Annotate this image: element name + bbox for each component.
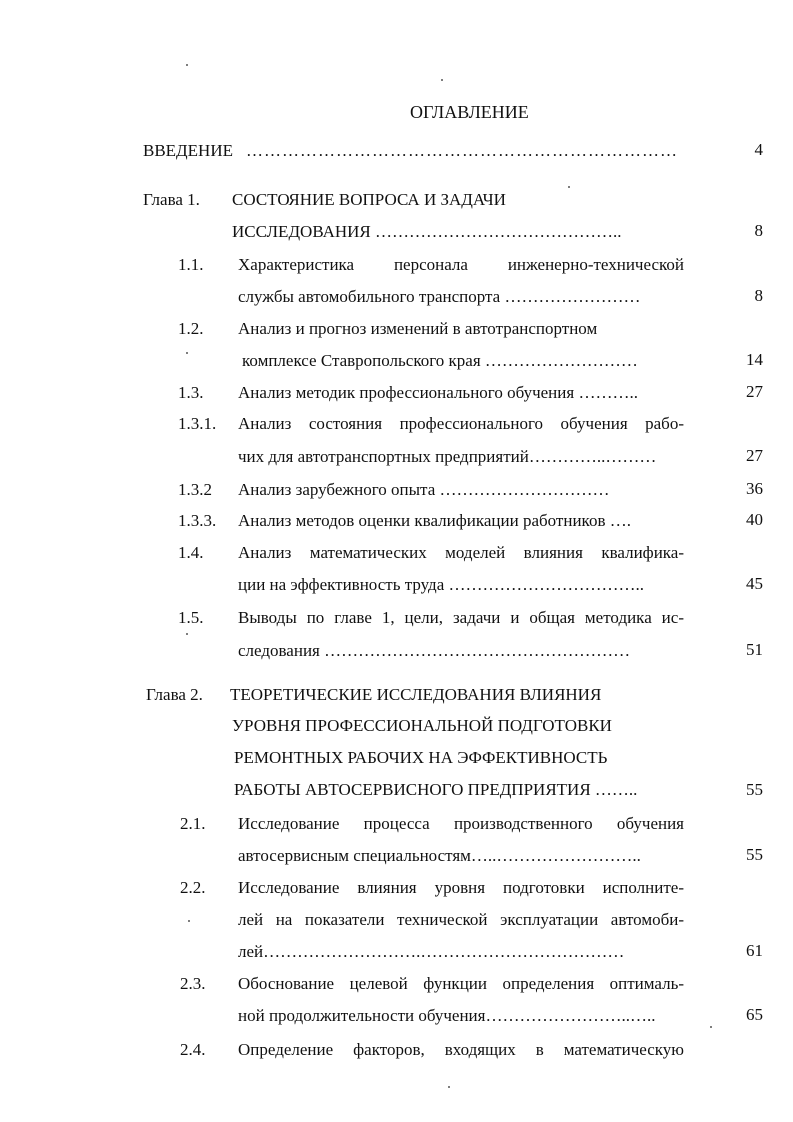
scan-speck — [188, 920, 190, 922]
section-1-3-1-title-line-1: Анализ состояния профессионального обучения рабо- — [238, 414, 684, 433]
section-2-1-number: 2.1. — [180, 814, 206, 833]
section-1-4-title-line-1: Анализ математических моделей влияния квалифика- — [238, 543, 684, 562]
section-1-2-title-line-2: комплексе Ставропольского края ……………………… — [242, 351, 638, 370]
intro-page: 4 — [754, 140, 763, 159]
section-1-2-number: 1.2. — [178, 319, 204, 338]
section-1-5-title-line-2: следования ……………………………………………… — [238, 641, 631, 660]
section-1-3-2-number: 1.3.2 — [178, 480, 212, 499]
section-1-1-number: 1.1. — [178, 255, 204, 274]
section-1-3-3-title-line-1: Анализ методов оценки квалификации работников …. — [238, 511, 631, 530]
section-1-3-1-number: 1.3.1. — [178, 414, 217, 433]
intro-leader-dots: ……………………………………………………………… — [246, 141, 678, 160]
section-1-3-3-number: 1.3.3. — [178, 511, 217, 530]
scan-speck — [710, 1026, 712, 1028]
toc-title: ОГЛАВЛЕНИЕ — [410, 102, 529, 122]
section-2-1-title-line-2: автосервисным специальностям…..…………………….. — [238, 846, 641, 865]
section-1-3-2-page: 36 — [746, 479, 763, 498]
section-1-3-title-line-1: Анализ методик профессионального обучения ……….. — [238, 383, 638, 402]
chapter-2-title-line-4: РАБОТЫ АВТОСЕРВИСНОГО ПРЕДПРИЯТИЯ …….. — [234, 780, 638, 799]
chapter-1-title-line-2: ИССЛЕДОВАНИЯ …………………………………….. — [232, 222, 622, 241]
section-1-5-number: 1.5. — [178, 608, 204, 627]
section-1-4-number: 1.4. — [178, 543, 204, 562]
section-1-2-page: 14 — [746, 350, 763, 369]
section-2-1-title-line-1: Исследование процесса производственного обучения — [238, 814, 684, 833]
section-2-3-number: 2.3. — [180, 974, 206, 993]
section-1-1-title-line-2: службы автомобильного транспорта …………………… — [238, 287, 641, 306]
section-2-3-title-line-1: Обоснование целевой функции определения оптималь- — [238, 974, 684, 993]
section-1-3-number: 1.3. — [178, 383, 204, 402]
section-1-3-page: 27 — [746, 382, 763, 401]
section-2-4-number: 2.4. — [180, 1040, 206, 1059]
section-2-2-title-line-2: лей на показатели технической эксплуатации автомоби- — [238, 910, 684, 929]
section-1-2-title-line-1: Анализ и прогноз изменений в автотранспортном — [238, 319, 598, 338]
chapter-2-page: 55 — [746, 780, 763, 799]
chapter-1-title-line-1: СОСТОЯНИЕ ВОПРОСА И ЗАДАЧИ — [232, 190, 506, 209]
chapter-1-page: 8 — [754, 221, 763, 240]
section-1-5-title-line-1: Выводы по главе 1, цели, задачи и общая методика ис- — [238, 608, 684, 627]
section-1-3-1-page: 27 — [746, 446, 763, 465]
scan-speck — [186, 352, 188, 354]
scan-speck — [186, 633, 188, 635]
section-1-4-title-line-2: ции на эффективность труда …………………………….. — [238, 575, 644, 594]
chapter-2-title-line-3: РЕМОНТНЫХ РАБОЧИХ НА ЭФФЕКТИВНОСТЬ — [234, 748, 608, 767]
section-1-4-page: 45 — [746, 574, 763, 593]
scan-speck — [448, 1086, 450, 1088]
section-1-1-title-line-1: Характеристика персонала инженерно-технической — [238, 255, 684, 274]
intro-label: ВВЕДЕНИЕ — [143, 141, 233, 160]
section-2-1-page: 55 — [746, 845, 763, 864]
scan-speck — [441, 79, 443, 81]
section-1-5-page: 51 — [746, 640, 763, 659]
section-1-3-2-title-line-1: Анализ зарубежного опыта ………………………… — [238, 480, 610, 499]
section-1-3-1-title-line-2: чих для автотранспортных предприятий…………..……… — [238, 447, 657, 466]
chapter-2-number: Глава 2. — [146, 685, 203, 704]
chapter-1-number: Глава 1. — [143, 190, 200, 209]
section-2-3-title-line-2: ной продолжительности обучения……………………..….. — [238, 1006, 656, 1025]
scan-speck — [186, 64, 188, 66]
section-1-3-3-page: 40 — [746, 510, 763, 529]
section-2-2-title-line-3: лей……………………….……………………………… — [238, 942, 625, 961]
section-2-2-title-line-1: Исследование влияния уровня подготовки исполните- — [238, 878, 684, 897]
section-2-4-title-line-1: Определение факторов, входящих в математическую — [238, 1040, 684, 1059]
chapter-2-title-line-1: ТЕОРЕТИЧЕСКИЕ ИССЛЕДОВАНИЯ ВЛИЯНИЯ — [230, 685, 602, 704]
section-2-2-number: 2.2. — [180, 878, 206, 897]
scan-speck — [568, 186, 570, 188]
chapter-2-title-line-2: УРОВНЯ ПРОФЕССИОНАЛЬНОЙ ПОДГОТОВКИ — [232, 716, 612, 735]
section-1-1-page: 8 — [754, 286, 763, 305]
section-2-2-page: 61 — [746, 941, 763, 960]
section-2-3-page: 65 — [746, 1005, 763, 1024]
